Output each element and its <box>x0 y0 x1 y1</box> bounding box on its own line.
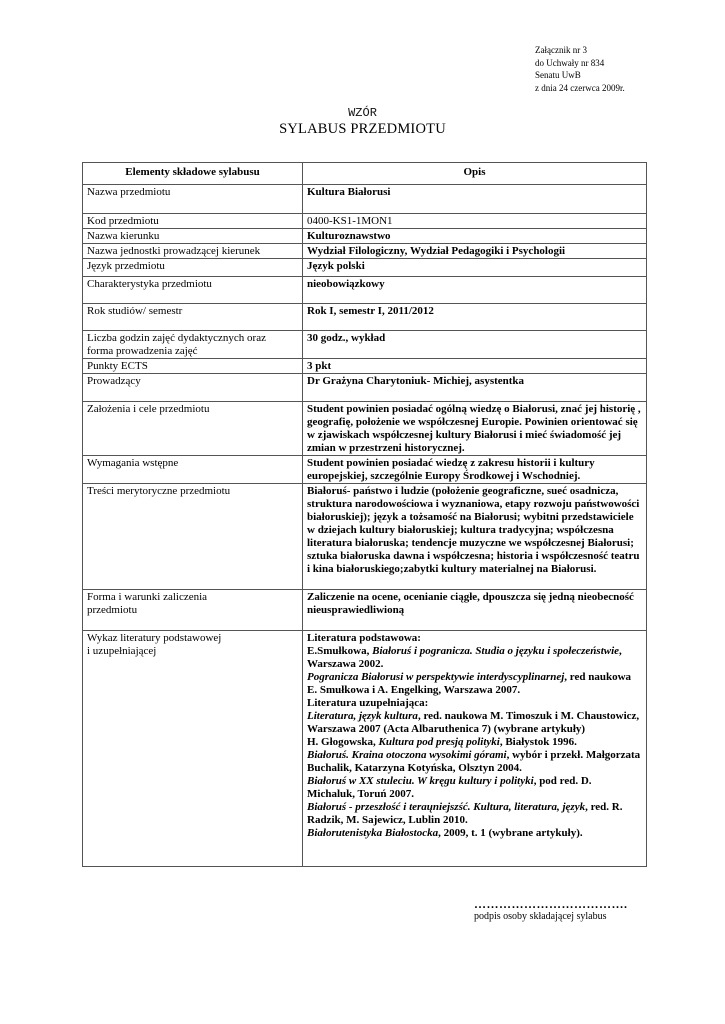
row-value: Rok I, semestr I, 2011/2012 <box>303 304 647 331</box>
row-label: Prowadzący <box>83 374 303 402</box>
table-header-row <box>83 163 647 185</box>
table-row <box>83 374 647 402</box>
row-value: 3 pkt <box>303 359 647 374</box>
table-row <box>83 590 647 631</box>
row-value: Wydział Filologiczny, Wydział Pedagogiki i Psychologii <box>303 244 647 259</box>
annex-note <box>535 44 625 94</box>
table-row <box>83 214 647 229</box>
row-value: Dr Grażyna Charytoniuk- Michiej, asystentka <box>303 374 647 402</box>
table-row <box>83 304 647 331</box>
literature-heading-extra: Literatura uzupełniająca: <box>307 697 429 709</box>
table-row <box>83 402 647 456</box>
literature-heading-basic: Literatura podstawowa: <box>307 632 421 644</box>
row-label-line: Liczba godzin zajęć dydaktycznych oraz <box>87 332 266 344</box>
row-value: Zaliczenie na ocene, ocenianie ciągłe, dpouszcza się jedną nieobecność nieusprawiedliwioną <box>303 590 647 631</box>
row-value: 0400-KS1-1MON1 <box>303 214 647 229</box>
row-value: Białoruś- państwo i ludzie (położenie geograficzne, sueć osadnicza, struktura narodowościowa i wyznaniowa, etapy rozwoju państwowości białoruskiej); język a tożsamość na Białorusi; wybitni przedstawiciele w dziejach kultury białoruskiej; kultura tradycyjna; współczesna literatura białoruska; tendencje muzyczne we współczesnej Białorusi; sztuka białoruska dawna i współczesna; historia i współczesność teatru i kina białoruskiego;zabytki kultury materialnej na Białorusi. <box>303 484 647 590</box>
row-label: Treści merytoryczne przedmiotu <box>83 484 303 590</box>
row-label-line: Wykaz literatury podstawowej <box>87 632 222 644</box>
table-row <box>83 244 647 259</box>
table-row <box>83 229 647 244</box>
entry-title: Pogranicza Białorusi w perspektywie interdyscyplinarnej <box>307 671 565 683</box>
table-row <box>83 259 647 277</box>
annex-line: Załącznik nr 3 <box>535 45 587 55</box>
table-row <box>83 456 647 484</box>
row-label: Nazwa kierunku <box>83 229 303 244</box>
row-label-line: forma prowadzenia zajęć <box>87 345 198 357</box>
entry-details: , red. naukowa M. Timoszuk i M. Chaustowicz, Warszawa 2007 (Acta Albaruthenica 7) (wybrane artykuły) <box>307 710 640 735</box>
page-title: SYLABUS PRZEDMIOTU <box>279 121 446 137</box>
entry-details: , wybór i przekł. Małgorzata Buchalik, Katarzyna Kotyńska, Olsztyn 2004. <box>307 749 641 774</box>
literature-entry <box>307 827 642 840</box>
row-label-line: i uzupełniającej <box>87 645 157 657</box>
entry-title: Kultura pod presją polityki <box>378 736 500 748</box>
row-value: Język polski <box>303 259 647 277</box>
signature-label: podpis osoby składającej sylabus <box>474 911 607 922</box>
table-row <box>83 484 647 590</box>
row-label: Charakterystyka przedmiotu <box>83 277 303 304</box>
table-row <box>83 631 647 867</box>
entry-title: Białoruś. Kraina otoczona wysokimi górami <box>307 749 507 761</box>
row-label: Punkty ECTS <box>83 359 303 374</box>
table-row <box>83 331 647 359</box>
entry-details: , red naukowa E. Smułkowa i A. Engelking, Warszawa 2007. <box>307 671 632 696</box>
literature-entry <box>307 736 642 749</box>
annex-line: do Uchwały nr 834 <box>535 57 605 68</box>
table-row <box>83 277 647 304</box>
row-label: Język przedmiotu <box>83 259 303 277</box>
annex-line: Senatu UwB <box>535 70 581 80</box>
entry-title: Białoruś - przeszłość i teraųniejszść. Kultura, literatura, język <box>307 801 586 813</box>
entry-details: , Warszawa 2002. <box>307 645 622 670</box>
entry-details: , red. R. Radzik, M. Sajewicz, Lublin 2010. <box>307 801 623 826</box>
entry-details: , pod red. D. Michaluk, Toruń 2007. <box>307 775 592 800</box>
literature-entry <box>307 801 642 827</box>
row-value: nieobowiązkowy <box>303 277 647 304</box>
row-label: Nazwa jednostki prowadzącej kierunek <box>83 244 303 259</box>
entry-title: Białoruś w XX stuleciu. W kręgu kultury i polityki <box>307 775 534 787</box>
row-value: 30 godz., wykład <box>303 331 647 359</box>
table-row <box>83 185 647 214</box>
row-label <box>83 631 303 867</box>
table-row <box>83 359 647 374</box>
literature-list <box>303 631 647 867</box>
literature-entry <box>307 775 642 801</box>
row-label: Nazwa przedmiotu <box>83 185 303 214</box>
syllabus-table <box>82 162 647 867</box>
literature-entry <box>307 749 642 775</box>
row-label-line: przedmiotu <box>87 604 138 616</box>
row-value: Student powinien posiadać wiedzę z zakresu historii i kultury europejskiej, szczególnie Europy Środkowej i Wschodniej. <box>303 456 647 484</box>
literature-entry <box>307 671 642 697</box>
literature-entry <box>307 710 642 736</box>
template-label: WZÓR <box>348 106 377 120</box>
row-label <box>83 590 303 631</box>
entry-details: , Białystok 1996. <box>499 736 577 748</box>
entry-details: , 2009, t. 1 (wybrane artykuły). <box>438 827 583 839</box>
row-label: Założenia i cele przedmiotu <box>83 402 303 456</box>
entry-author: H. Głogowska, <box>307 736 379 748</box>
literature-entry <box>307 645 642 671</box>
row-value: Kultura Białorusi <box>303 185 647 214</box>
header-elements: Elementy składowe sylabusu <box>83 163 303 185</box>
row-label-line: Forma i warunki zaliczenia <box>87 591 208 603</box>
entry-title: Literatura, język kultura <box>307 710 418 722</box>
header-description: Opis <box>303 163 647 185</box>
entry-author: E.Smułkowa, <box>307 645 373 657</box>
annex-line: z dnia 24 czerwca 2009r. <box>535 82 625 93</box>
signature-line: ………………………………. <box>474 897 628 911</box>
entry-title: Białoruś i pogranicza. Studia o języku i społeczeństwie <box>372 645 620 657</box>
row-label <box>83 331 303 359</box>
row-value: Kulturoznawstwo <box>303 229 647 244</box>
row-label: Rok studiów/ semestr <box>83 304 303 331</box>
row-value: Student powinien posiadać ogólną wiedzę o Białorusi, znać jej historię , geografię, położenie we współczesnej Europie. Powinien orientować się w zjawiskach współczesnej kultury Białorusi i mieć świadomość jej zmian w przestrzeni historycznej. <box>303 402 647 456</box>
row-label: Kod przedmiotu <box>83 214 303 229</box>
entry-title: Białorutenistyka Białostocka <box>307 827 439 839</box>
row-label: Wymagania wstępne <box>83 456 303 484</box>
